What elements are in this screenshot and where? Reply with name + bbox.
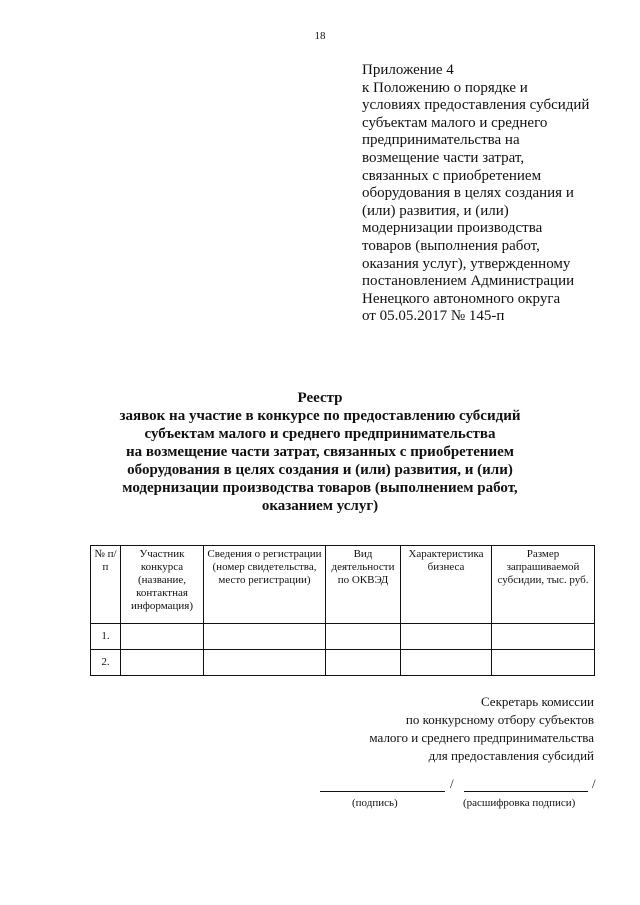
title-line: модернизации производства товаров (выполнением работ, xyxy=(122,480,518,496)
appendix-line: субъектам малого и среднего xyxy=(362,114,548,131)
secretary-line: для предоставления субсидий xyxy=(428,748,594,763)
secretary-line: по конкурсному отбору субъектов xyxy=(405,712,594,727)
title-line: Реестр xyxy=(297,390,343,406)
appendix-line: товаров (выполнения работ, xyxy=(362,237,540,254)
header-activity: Вид деятельности по ОКВЭД xyxy=(326,546,401,624)
appendix-line: от 05.05.2017 № 145-п xyxy=(362,308,505,325)
table-cell xyxy=(401,650,492,676)
table-cell xyxy=(326,650,401,676)
table-cell xyxy=(121,650,204,676)
secretary-block xyxy=(369,693,594,765)
appendix-line: предпринимательства на xyxy=(362,132,520,149)
title-line: субъектам малого и среднего предпринимательства xyxy=(144,426,496,442)
table-cell xyxy=(492,650,595,676)
header-registration: Сведения о регистрации (номер свидетельства, место регистрации) xyxy=(204,546,326,624)
appendix-line: (или) развития, и (или) xyxy=(362,202,509,219)
appendix-line: постановлением Администрации xyxy=(362,273,575,290)
secretary-line: Секретарь комиссии xyxy=(480,694,594,709)
signature-end-slash: / xyxy=(592,776,596,791)
signature-blank xyxy=(320,791,445,792)
decoding-blank xyxy=(464,791,588,792)
title-line: оказанием услуг) xyxy=(261,498,379,514)
appendix-line: условиях предоставления субсидий xyxy=(362,97,590,114)
decoding-caption: (расшифровка подписи) xyxy=(463,797,576,809)
table-cell xyxy=(492,624,595,650)
appendix-line: модернизации производства xyxy=(362,220,543,237)
signature-separator: / xyxy=(450,776,454,791)
registry-table xyxy=(90,545,595,676)
appendix-line: оборудования в целях создания и xyxy=(362,185,574,202)
table-header-row xyxy=(91,546,595,624)
appendix-line: Ненецкого автономного округа xyxy=(362,290,561,307)
appendix-line: Приложение 4 xyxy=(362,62,454,78)
header-subsidy-amount: Размер запрашиваемой субсидии, тыс. руб. xyxy=(492,546,595,624)
title-line: заявок на участие в конкурсе по предоставлению субсидий xyxy=(119,408,521,424)
title-line: на возмещение части затрат, связанных с приобретением xyxy=(125,444,515,460)
document-title xyxy=(0,389,640,515)
table-row xyxy=(91,650,595,676)
header-participant: Участник конкурса (название, контактная информация) xyxy=(121,546,204,624)
signature-caption: (подпись) xyxy=(352,797,398,809)
title-line: оборудования в целях создания и (или) развития, и (или) xyxy=(127,462,513,478)
signature-line xyxy=(320,776,598,794)
table-cell xyxy=(204,624,326,650)
table-row xyxy=(91,624,595,650)
appendix-line: связанных с приобретением xyxy=(362,167,542,184)
table-cell xyxy=(121,624,204,650)
appendix-line: оказания услуг), утвержденному xyxy=(362,255,571,272)
header-number: № п/п xyxy=(91,546,121,624)
table-cell xyxy=(204,650,326,676)
table-cell xyxy=(326,624,401,650)
header-business: Характеристика бизнеса xyxy=(401,546,492,624)
appendix-block xyxy=(362,62,612,326)
appendix-line: к Положению о порядке и xyxy=(362,79,528,96)
table-cell: 2. xyxy=(91,650,121,676)
page-number: 18 xyxy=(314,30,326,42)
table-cell: 1. xyxy=(91,624,121,650)
table-cell xyxy=(401,624,492,650)
appendix-line: возмещение части затрат, xyxy=(362,149,525,166)
secretary-line: малого и среднего предпринимательства xyxy=(369,730,594,745)
